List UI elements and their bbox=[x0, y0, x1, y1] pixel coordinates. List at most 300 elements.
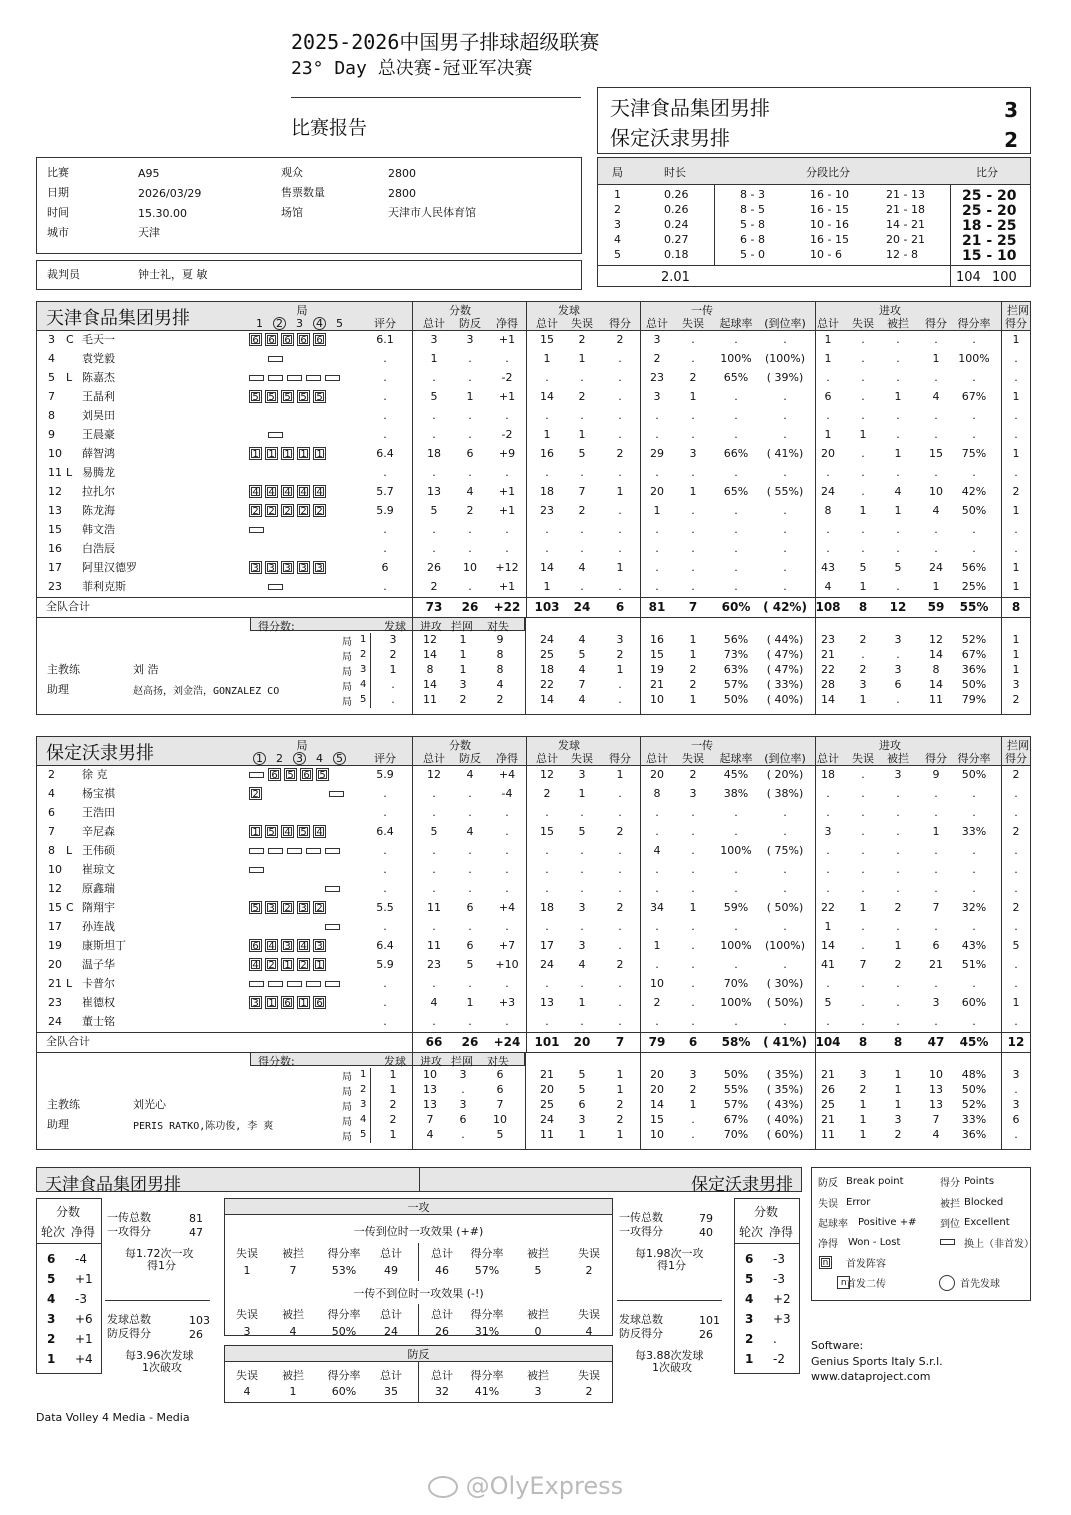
set-opp: 9 bbox=[496, 633, 504, 646]
team_b-table-name: 保定沃隶男排 bbox=[46, 743, 154, 764]
team_b-player-row[interactable] bbox=[36, 918, 1031, 937]
set-stat-rp: 57% bbox=[723, 1098, 749, 1111]
stat-sp: . bbox=[618, 939, 622, 952]
stat-se: 1 bbox=[578, 996, 586, 1009]
stat-bp: . bbox=[468, 409, 472, 422]
stat-rating: . bbox=[383, 466, 387, 479]
rotation-box: 1 bbox=[297, 447, 310, 460]
sub-bar-icon bbox=[268, 981, 283, 987]
rotation-box: 5 bbox=[313, 390, 326, 403]
team_b-col-r_pos: 起球率 bbox=[719, 752, 753, 765]
sub-in-bar-icon bbox=[940, 1239, 955, 1245]
stat-bp: . bbox=[468, 580, 472, 593]
center-col-1: 被拦 bbox=[282, 1247, 304, 1260]
stat-ab: . bbox=[896, 996, 900, 1009]
stat-ab: 2 bbox=[894, 958, 902, 971]
rotation-box: 3 bbox=[249, 996, 262, 1009]
team_a-player-row[interactable] bbox=[36, 483, 1031, 502]
player-name: 卡普尔 bbox=[82, 977, 115, 990]
competition-title: 2025-2026中国男子排球超级联赛 bbox=[291, 30, 600, 54]
rotation-box: 4 bbox=[297, 939, 310, 952]
sub-bar-icon bbox=[268, 432, 283, 438]
team_b-set-num-5-first-serve: 5 bbox=[333, 752, 346, 765]
stat-rt: 20 bbox=[650, 768, 664, 781]
set-stat-ab: 3 bbox=[894, 1113, 902, 1126]
center-col-2: 得分率 bbox=[327, 1369, 361, 1382]
total-rt: 79 bbox=[648, 1035, 666, 1049]
total-bk: 12 bbox=[1007, 1035, 1025, 1049]
rotation-number: 3 bbox=[745, 1312, 754, 1326]
stat-ap: . bbox=[934, 371, 938, 384]
rotation-box: 3 bbox=[297, 901, 310, 914]
sub-bar-icon bbox=[268, 848, 283, 854]
rotation-box: 1 bbox=[265, 447, 278, 460]
sub-bar-icon bbox=[325, 375, 340, 381]
stat-wl: +1 bbox=[498, 580, 516, 593]
player-name: 温子华 bbox=[82, 958, 115, 971]
stat-ap: . bbox=[934, 542, 938, 555]
team_b-player-row[interactable] bbox=[36, 937, 1031, 956]
b-sideout-note1: 每1.98次一攻 bbox=[635, 1247, 704, 1260]
stat-sp: . bbox=[618, 371, 622, 384]
team_b-player-row[interactable] bbox=[36, 804, 1031, 823]
total-label: 全队合计 bbox=[46, 600, 90, 613]
center-col-2: 得分率 bbox=[327, 1308, 361, 1321]
team_a-player-row[interactable] bbox=[36, 331, 1031, 350]
stat-re: . bbox=[691, 580, 695, 593]
set-sv: 2 bbox=[389, 648, 397, 661]
stat-rx: . bbox=[783, 863, 787, 876]
team_a-col-s_err: 失误 bbox=[571, 317, 593, 330]
player-number: 6 bbox=[48, 806, 55, 819]
b-sideout-label: 一攻得分 bbox=[619, 1225, 663, 1238]
stat-ap: 4 bbox=[932, 504, 940, 517]
rotation-box: 4 bbox=[281, 485, 294, 498]
stat-ae: . bbox=[861, 371, 865, 384]
set-label: 局 bbox=[342, 1102, 352, 1113]
team_b-player-row[interactable] bbox=[36, 880, 1031, 899]
stat-sp: 1 bbox=[616, 768, 624, 781]
stat-se: 4 bbox=[578, 958, 586, 971]
team_a-player-row[interactable] bbox=[36, 502, 1031, 521]
title-divider bbox=[291, 97, 581, 98]
stat-re: 1 bbox=[689, 901, 697, 914]
stat-rt: . bbox=[655, 523, 659, 536]
stat-rp: 45% bbox=[723, 768, 749, 781]
rotation-box: 4 bbox=[281, 825, 294, 838]
team_b-group-g_recv: 一传 bbox=[691, 739, 713, 752]
center-r3-3: 35 bbox=[384, 1385, 398, 1398]
stat-ab: . bbox=[896, 428, 900, 441]
player-number: 24 bbox=[48, 1015, 62, 1028]
set-att: 14 bbox=[423, 648, 437, 661]
center-break-title: 防反 bbox=[407, 1348, 430, 1361]
team_b-player-row[interactable] bbox=[36, 975, 1031, 994]
sets-h-duration: 时长 bbox=[664, 166, 686, 179]
set-stat-rt: 20 bbox=[650, 1068, 664, 1081]
team_b-group-g_set: 局 bbox=[296, 739, 308, 752]
set-stat-at: 26 bbox=[821, 1083, 835, 1096]
match-date: 2026/03/29 bbox=[138, 187, 202, 200]
stat-sp: . bbox=[618, 920, 622, 933]
stat-rp: . bbox=[734, 390, 738, 403]
team-b-side-stats bbox=[617, 1205, 727, 1405]
player-name: 董士铭 bbox=[82, 1015, 115, 1028]
set-label: 局 bbox=[342, 667, 352, 678]
set-sub-sub_att: 进攻 bbox=[420, 620, 442, 633]
set-stat-ae: 2 bbox=[859, 663, 867, 676]
total-se: 20 bbox=[573, 1035, 591, 1049]
stat-ae: . bbox=[861, 825, 865, 838]
stat-rx: . bbox=[783, 958, 787, 971]
stat-ac: . bbox=[972, 787, 976, 800]
team_a-player-row[interactable] bbox=[36, 388, 1031, 407]
rotation-net: +4 bbox=[75, 1352, 93, 1366]
stat-rt: . bbox=[655, 409, 659, 422]
stat-ac: . bbox=[972, 882, 976, 895]
total-rp: 60% bbox=[721, 600, 751, 614]
team_a-player-row[interactable] bbox=[36, 350, 1031, 369]
stat-ab: . bbox=[896, 523, 900, 536]
set-opp: 10 bbox=[493, 1113, 507, 1126]
set-stat-ap: 4 bbox=[932, 1128, 940, 1141]
stat-rx: ( 20%) bbox=[766, 768, 804, 781]
stat-rp: . bbox=[734, 958, 738, 971]
stat-re: . bbox=[691, 1015, 695, 1028]
total-re: 7 bbox=[688, 600, 698, 614]
player-number: 7 bbox=[48, 825, 55, 838]
stat-bk: 1 bbox=[1012, 390, 1020, 403]
team_a-player-row[interactable] bbox=[36, 578, 1031, 597]
stat-se: . bbox=[580, 977, 584, 990]
stat-st: 23 bbox=[540, 504, 554, 517]
stat-wl: +12 bbox=[495, 561, 519, 574]
team_a-coach: 刘 浩 bbox=[133, 663, 159, 676]
stat-t: . bbox=[432, 920, 436, 933]
team_b-player-row[interactable] bbox=[36, 994, 1031, 1013]
player-number: 11 bbox=[48, 466, 62, 479]
rotation-box: 1 bbox=[281, 958, 294, 971]
stat-t: 12 bbox=[427, 768, 441, 781]
rotation-title: 分数 bbox=[56, 1205, 81, 1219]
team_b-player-row[interactable] bbox=[36, 861, 1031, 880]
team_b-player-row[interactable] bbox=[36, 956, 1031, 975]
stat-wl: . bbox=[505, 523, 509, 536]
stat-ap: . bbox=[934, 882, 938, 895]
stat-rating: . bbox=[383, 428, 387, 441]
stat-rp: 59% bbox=[723, 901, 749, 914]
stat-rt: 3 bbox=[653, 333, 661, 346]
team_b-player-row[interactable] bbox=[36, 823, 1031, 842]
rotation-box: 3 bbox=[313, 561, 326, 574]
tickets-value: 2800 bbox=[388, 187, 416, 200]
stat-rt: 10 bbox=[650, 977, 664, 990]
team_b-player-row[interactable] bbox=[36, 766, 1031, 785]
stat-bp: 1 bbox=[466, 996, 474, 1009]
set-2-dur: 0.26 bbox=[664, 203, 689, 216]
stat-se: . bbox=[580, 580, 584, 593]
stat-st: . bbox=[545, 409, 549, 422]
player-number: 5 bbox=[48, 371, 55, 384]
set-stat-re: 1 bbox=[689, 693, 697, 706]
sub-bar-icon bbox=[306, 981, 321, 987]
total-st: 101 bbox=[534, 1035, 560, 1049]
b-sideout-note2: 得1分 bbox=[657, 1259, 686, 1272]
rotation-box: 5 bbox=[249, 390, 262, 403]
stat-ae: . bbox=[861, 390, 865, 403]
stat-re: . bbox=[691, 977, 695, 990]
stat-re: . bbox=[691, 333, 695, 346]
rotation-box: 2 bbox=[265, 958, 278, 971]
team_b-player-row[interactable] bbox=[36, 1013, 1031, 1032]
rotation-box: 6 bbox=[313, 996, 326, 1009]
player-name: 刘昊田 bbox=[82, 409, 115, 422]
player-name: 杨宝祺 bbox=[82, 787, 115, 800]
stat-st: 1 bbox=[543, 580, 551, 593]
center-col-5: 得分率 bbox=[470, 1308, 504, 1321]
rotation-box: 6 bbox=[281, 996, 294, 1009]
set-5-score: 15 - 10 bbox=[962, 248, 1017, 264]
legend-pts-en: Points bbox=[964, 1176, 995, 1187]
set-stat-ab: . bbox=[896, 648, 900, 661]
team_a-col-a_blk: 被拦 bbox=[887, 317, 909, 330]
stat-ap: 1 bbox=[932, 580, 940, 593]
stat-rx: ( 38%) bbox=[766, 787, 804, 800]
a-sideout-note1: 每1.72次一攻 bbox=[125, 1247, 194, 1260]
team_a-player-row[interactable] bbox=[36, 369, 1031, 388]
player-role: C bbox=[66, 333, 74, 346]
stat-rt: . bbox=[655, 920, 659, 933]
set-stat-at: 21 bbox=[821, 648, 835, 661]
assistant-label: 助理 bbox=[47, 683, 69, 696]
stat-rp: . bbox=[734, 428, 738, 441]
player-number: 20 bbox=[48, 958, 62, 971]
team_a-player-row[interactable] bbox=[36, 540, 1031, 559]
stat-ae: . bbox=[861, 806, 865, 819]
set-stat-bk: 1 bbox=[1012, 633, 1020, 646]
sub-bar-icon bbox=[325, 886, 340, 892]
center-r3-7: 2 bbox=[585, 1385, 593, 1398]
stat-rp: . bbox=[734, 542, 738, 555]
set-stat-rx: ( 43%) bbox=[766, 1098, 804, 1111]
stat-bp: . bbox=[468, 844, 472, 857]
stat-t: . bbox=[432, 542, 436, 555]
set-sv: 1 bbox=[389, 1068, 397, 1081]
stat-re: 2 bbox=[689, 371, 697, 384]
stat-t: 23 bbox=[427, 958, 441, 971]
stat-bp: 5 bbox=[466, 958, 474, 971]
label-date: 日期 bbox=[47, 186, 69, 199]
set-label: 局 bbox=[342, 682, 352, 693]
summary-team-b: 保定沃隶男排 bbox=[691, 1175, 793, 1195]
team_a-player-row[interactable] bbox=[36, 407, 1031, 426]
stat-rx: . bbox=[783, 390, 787, 403]
set-stat-ab: 2 bbox=[894, 1128, 902, 1141]
set-label: 局 bbox=[342, 1117, 352, 1128]
stat-bp: . bbox=[468, 882, 472, 895]
rotation-number: 2 bbox=[745, 1332, 754, 1346]
stat-at: . bbox=[826, 1015, 830, 1028]
stat-se: . bbox=[580, 371, 584, 384]
set-stat-ap: 12 bbox=[929, 633, 943, 646]
team_b-player-row[interactable] bbox=[36, 899, 1031, 918]
set-att: 10 bbox=[423, 1068, 437, 1081]
sub-bar-icon bbox=[325, 924, 340, 930]
stat-se: . bbox=[580, 466, 584, 479]
total-wl: +22 bbox=[493, 600, 521, 614]
stat-ac: 56% bbox=[961, 561, 987, 574]
stat-ae: . bbox=[861, 485, 865, 498]
stat-bp: 4 bbox=[466, 768, 474, 781]
b-serve-total: 101 bbox=[699, 1314, 720, 1327]
label-match: 比赛 bbox=[47, 166, 69, 179]
rotation-number: 6 bbox=[47, 1252, 56, 1266]
team_a-player-row[interactable] bbox=[36, 521, 1031, 540]
set-stat-ab: 3 bbox=[894, 633, 902, 646]
stat-rating: 6 bbox=[381, 561, 389, 574]
stat-st: 1 bbox=[543, 352, 551, 365]
stat-rp: . bbox=[734, 523, 738, 536]
stat-sp: 2 bbox=[616, 958, 624, 971]
rotation-box: 6 bbox=[281, 333, 294, 346]
stat-sp: . bbox=[618, 806, 622, 819]
stat-rating: 6.1 bbox=[376, 333, 394, 346]
stat-wl: -2 bbox=[501, 428, 513, 441]
stat-rt: . bbox=[655, 542, 659, 555]
final-score-box bbox=[597, 87, 1031, 154]
rotation-h2: 净得 bbox=[769, 1225, 794, 1239]
stat-ap: . bbox=[934, 333, 938, 346]
stat-wl: +7 bbox=[498, 939, 516, 952]
team_a-player-row[interactable] bbox=[36, 426, 1031, 445]
rotation-box: 5 bbox=[316, 768, 329, 781]
total-t: 66 bbox=[425, 1035, 443, 1049]
set-sub-sub_opp: 对失 bbox=[487, 620, 509, 633]
stat-ac: 32% bbox=[961, 901, 987, 914]
set-2-p2: 16 - 15 bbox=[810, 203, 849, 216]
sub-bar-icon bbox=[249, 527, 264, 533]
total-st: 103 bbox=[534, 600, 560, 614]
set-sv: 1 bbox=[389, 1128, 397, 1141]
set-sv: . bbox=[391, 678, 395, 691]
stat-rt: 34 bbox=[650, 901, 664, 914]
stat-t: . bbox=[432, 466, 436, 479]
rotation-net: -3 bbox=[773, 1252, 785, 1266]
rotation-box: 3 bbox=[297, 561, 310, 574]
legend-pos-en: Positive +# bbox=[858, 1217, 917, 1228]
center-col-0: 失误 bbox=[236, 1247, 258, 1260]
sub-bar-icon bbox=[249, 375, 264, 381]
stat-ae: . bbox=[861, 882, 865, 895]
stat-wl: . bbox=[505, 806, 509, 819]
stat-rp: 65% bbox=[723, 485, 749, 498]
legend-box bbox=[811, 1167, 1034, 1301]
team_b-player-row[interactable] bbox=[36, 785, 1031, 804]
stat-ae: . bbox=[861, 352, 865, 365]
player-name: 陈嘉杰 bbox=[82, 371, 115, 384]
stat-ab: . bbox=[896, 580, 900, 593]
set-stat-ac: 48% bbox=[961, 1068, 987, 1081]
stat-ac: . bbox=[972, 409, 976, 422]
stat-st: . bbox=[545, 371, 549, 384]
rotation-box: 5 bbox=[297, 825, 310, 838]
center-col-7: 失误 bbox=[578, 1369, 600, 1382]
stat-rx: . bbox=[783, 333, 787, 346]
set-1-score: 25 - 20 bbox=[962, 188, 1017, 204]
set-stat-sp: 1 bbox=[616, 1083, 624, 1096]
set-stat-ae: 2 bbox=[859, 1083, 867, 1096]
stat-rp: 100% bbox=[720, 996, 752, 1009]
set-stat-rx: ( 35%) bbox=[766, 1083, 804, 1096]
stat-rx: . bbox=[783, 806, 787, 819]
center-bad-pass-title: 一传不到位时一攻效果 (-!) bbox=[353, 1287, 484, 1300]
total-rt: 81 bbox=[648, 600, 666, 614]
stat-at: . bbox=[826, 466, 830, 479]
team_b-set-num-3-first-serve: 3 bbox=[293, 752, 306, 765]
team_a-col-r_exc: (到位率) bbox=[764, 317, 806, 330]
team_b-set-row bbox=[36, 1068, 1031, 1083]
stat-bk: . bbox=[1014, 977, 1018, 990]
rotation-box: 5 bbox=[265, 825, 278, 838]
stat-rx: . bbox=[783, 1015, 787, 1028]
stat-sp: . bbox=[618, 996, 622, 1009]
stat-se: 3 bbox=[578, 901, 586, 914]
rotation-number: 4 bbox=[745, 1292, 754, 1306]
set-number: 3 bbox=[360, 1099, 367, 1110]
set-number: 4 bbox=[360, 679, 367, 690]
team_a-player-row[interactable] bbox=[36, 464, 1031, 483]
stat-ac: . bbox=[972, 523, 976, 536]
software-url[interactable]: www.dataproject.com bbox=[811, 1370, 931, 1383]
team_a-player-row[interactable] bbox=[36, 559, 1031, 578]
total-at: 104 bbox=[815, 1035, 841, 1049]
set-2-set: 2 bbox=[614, 203, 621, 216]
sub-bar-icon bbox=[306, 848, 321, 854]
rotation-net: +1 bbox=[75, 1332, 93, 1346]
team_b-player-row[interactable] bbox=[36, 842, 1031, 861]
team_a-col-r_err: 失误 bbox=[682, 317, 704, 330]
stat-bk: . bbox=[1014, 428, 1018, 441]
player-name: 陈龙海 bbox=[82, 504, 115, 517]
set-stat-ab: 1 bbox=[894, 1083, 902, 1096]
stat-rx: ( 50%) bbox=[766, 901, 804, 914]
label-tickets: 售票数量 bbox=[281, 186, 325, 199]
center-col-3: 总计 bbox=[380, 1247, 402, 1260]
set-3-set: 3 bbox=[614, 218, 621, 231]
set-sub-sub_blk: 拦网 bbox=[451, 1055, 473, 1068]
set-stat-rt: 16 bbox=[650, 633, 664, 646]
stat-t: . bbox=[432, 977, 436, 990]
starter-square-icon: n bbox=[819, 1256, 832, 1269]
stat-se: 2 bbox=[578, 390, 586, 403]
stat-rating: . bbox=[383, 882, 387, 895]
stat-at: . bbox=[826, 977, 830, 990]
set-stat-ab: . bbox=[896, 693, 900, 706]
stat-re: . bbox=[691, 428, 695, 441]
stat-wl: . bbox=[505, 920, 509, 933]
stat-rt: 2 bbox=[653, 352, 661, 365]
stat-rx: ( 50%) bbox=[766, 996, 804, 1009]
stat-wl: +1 bbox=[498, 333, 516, 346]
stat-ab: . bbox=[896, 542, 900, 555]
center-r1-6: 5 bbox=[534, 1264, 542, 1277]
set-stat-bk: 6 bbox=[1012, 1113, 1020, 1126]
stat-bk: . bbox=[1014, 352, 1018, 365]
stat-rating: . bbox=[383, 542, 387, 555]
stat-rp: 65% bbox=[723, 371, 749, 384]
team_a-player-row[interactable] bbox=[36, 445, 1031, 464]
set-1-p3: 21 - 13 bbox=[886, 188, 925, 201]
